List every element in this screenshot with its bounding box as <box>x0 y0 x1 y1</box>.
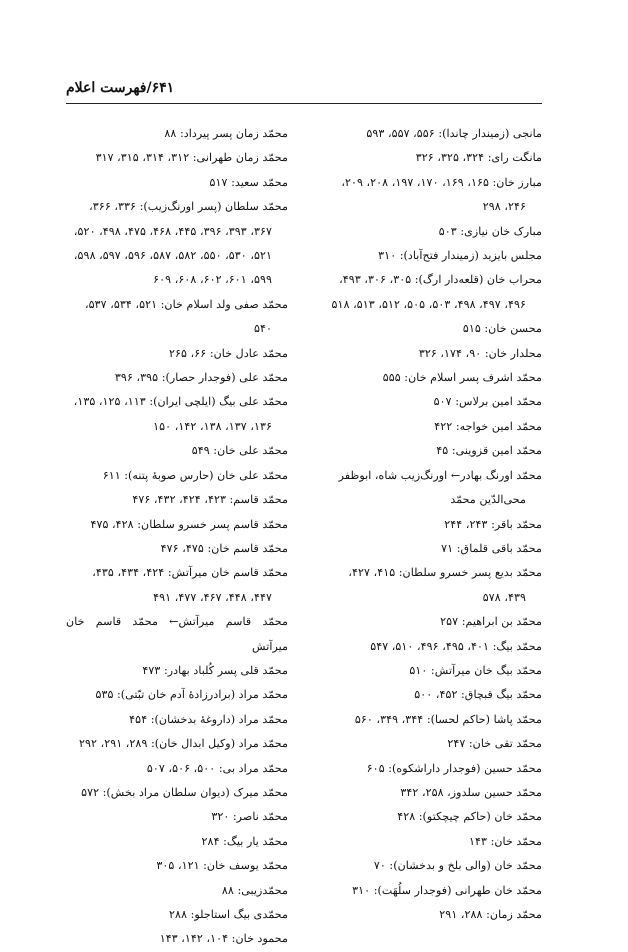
index-entry <box>320 366 542 390</box>
index-entry-continuation: ۴۳۹، ۵۷۸ <box>482 590 526 604</box>
index-entry <box>320 683 542 707</box>
index-entry-text: محمّد مراد (داروغهٔ بدخشان): ۴۵۴ <box>129 712 288 726</box>
index-entry-text: محمّد بیگ: ۴۰۱، ۴۹۵، ۴۹۶، ۵۱۰، ۵۴۷ <box>370 639 542 653</box>
index-entry <box>66 171 288 195</box>
index-entry <box>66 513 288 537</box>
index-entry <box>320 220 542 244</box>
index-entry-text: محمّد قاسم خان میرآتش: ۴۲۴، ۴۳۴، ۴۳۵، <box>92 566 288 580</box>
index-entry-text: محمّد بیگ خان میرآتش: ۵۱۰ <box>409 663 542 677</box>
index-entry-text: محمّد قاسم: ۴۲۳، ۴۲۴، ۴۳۲، ۴۷۶ <box>132 493 288 507</box>
index-entry-text: محمّدزیبی: ۸۸ <box>221 883 288 897</box>
index-entry-text: محمّد بیگ قبچاق: ۴۵۲، ۵۰۰ <box>414 688 542 702</box>
index-entry <box>66 927 288 951</box>
index-entry <box>320 537 542 561</box>
index-entry-text: محمّد زمان: ۲۸۸، ۲۹۱ <box>439 908 542 921</box>
index-entry <box>320 268 542 317</box>
index-entry-text: محمّد قاسم میرآتش← محمّد قاسم خان میرآتش <box>66 615 288 653</box>
index-entry <box>66 781 288 805</box>
index-entry <box>320 830 542 854</box>
index-entry <box>66 610 288 659</box>
index-entry <box>66 659 288 683</box>
index-entry-continuation: محی‌الدّین محمّد <box>450 493 526 507</box>
index-entry <box>320 146 542 170</box>
index-entry-text: محمّد سعید: ۵۱۷ <box>209 175 288 189</box>
index-entry-text: محلدار خان: ۹۰، ۱۷۴، ۳۲۶ <box>418 346 542 360</box>
index-entry-text: محمّد عادل خان: ۶۶، ۲۶۵ <box>169 346 288 360</box>
index-entry <box>320 635 542 659</box>
index-entry-text: محمّد امین خواجه: ۴۲۲ <box>434 419 542 433</box>
index-entry <box>320 757 542 781</box>
index-entry-text: محمّد علی (فوجدار حصار): ۳۹۵، ۳۹۶ <box>114 371 288 385</box>
index-entry <box>320 439 542 463</box>
index-entry-text: محمّدی بیگ استاجلو: ۲۸۸ <box>169 908 288 921</box>
index-entry <box>320 610 542 634</box>
index-entry-text: محمّد بن ابراهیم: ۲۵۷ <box>440 615 542 629</box>
index-entry <box>320 805 542 829</box>
index-entry <box>66 708 288 732</box>
index-entry <box>66 195 288 293</box>
index-entry <box>320 415 542 439</box>
index-entry <box>66 464 288 488</box>
index-entry <box>66 854 288 878</box>
index-entry <box>66 903 288 927</box>
index-entry <box>66 146 288 170</box>
index-entry-continuation: ۴۹۶، ۴۹۷، ۴۹۸، ۵۰۳، ۵۰۵، ۵۱۲، ۵۱۳، ۵۱۸ <box>331 297 526 311</box>
index-entry-text: محمّد علی خان (حارس صوبهٔ پتنه): ۶۱۱ <box>102 468 288 482</box>
index-entry-text: محمّد خان طهرانی (فوجدار سلُهَت): ۳۱۰ <box>352 883 542 897</box>
index-entry-text: محسن خان: ۵۱۵ <box>462 322 542 336</box>
index-entry-text: محمّد علی بیگ (ایلچی ایران): ۱۱۳، ۱۲۵، ۱۳۵، <box>73 395 288 409</box>
index-column-right <box>320 122 542 927</box>
index-entry-continuation: ۱۳۶، ۱۳۷، ۱۳۸، ۱۴۲، ۱۵۰ <box>153 419 272 433</box>
index-entry-text: محمّد صفی ولد اسلام خان: ۵۲۱، ۵۳۴، ۵۳۷، <box>85 297 288 311</box>
index-entry-text: محمّد یار بیگ: ۲۸۴ <box>201 834 288 848</box>
index-entry <box>66 439 288 463</box>
index-entry <box>66 537 288 561</box>
index-entry <box>66 561 288 610</box>
index-entry <box>66 122 288 146</box>
index-entry-text: محمّد باقی قلماق: ۷۱ <box>441 541 542 555</box>
page-header <box>66 80 542 100</box>
index-entry-text: محمّد زمان طهرانی: ۳۱۲، ۳۱۴، ۳۱۵، ۳۱۷ <box>95 151 288 165</box>
index-entry <box>320 879 542 903</box>
index-entry-text: محمّد امین برلاس: ۵۰۷ <box>433 395 542 409</box>
index-entry <box>66 390 288 439</box>
index-entry-text: محمّد اشرف پسر اسلام خان: ۵۵۵ <box>382 371 542 385</box>
index-entry <box>320 464 542 513</box>
index-entry <box>320 903 542 927</box>
index-entry-text: محمّد امین قزوینی: ۴۵ <box>436 444 542 458</box>
index-entry-text: محمّد تقی خان: ۲۴۷ <box>447 737 542 751</box>
index-entry <box>320 659 542 683</box>
index-entry-text: محمّد خان (حاکم چیچکتو): ۴۲۸ <box>397 810 542 824</box>
index-entry-text: محمّد حسین (فوجدار داراشکوه): ۶۰۵ <box>366 761 542 775</box>
index-entry <box>66 757 288 781</box>
index-entry-continuation: ۲۴۶، ۲۹۸ <box>482 200 526 214</box>
index-entry-continuation: ۴۴۷، ۴۴۸، ۴۶۷، ۴۷۷، ۴۹۱ <box>153 590 272 604</box>
index-entry <box>320 244 542 268</box>
index-entry-text: محمّد یوسف خان: ۱۲۱، ۳۰۵ <box>156 859 288 873</box>
index-entry-text: محمّد بدیع پسر خسرو سلطان: ۴۱۵، ۴۲۷، <box>348 566 542 580</box>
index-entry-text: محمّد خان (والی بلخ و بدخشان): ۷۰ <box>373 859 542 873</box>
index-entry-text: محمّد مراد (وکیل ابدال خان): ۲۸۹، ۲۹۱، ۲۹۲ <box>79 737 288 751</box>
index-entry <box>320 732 542 756</box>
index-entry-text: مبارز خان: ۱۶۵، ۱۶۹، ۱۷۰، ۱۹۷، ۲۰۸، ۲۰۹، <box>341 175 542 189</box>
index-entry-text: مجلس بایزید (زمیندار فتح‌آباد): ۳۱۰ <box>378 249 542 263</box>
index-entry-text: مانگت رای: ۳۲۴، ۳۲۵، ۳۲۶ <box>415 151 542 165</box>
index-entry-text: محمّد اورنگ بهادر← اورنگ‌زیب شاه، ابوظفر <box>338 468 542 482</box>
index-entry <box>320 513 542 537</box>
index-entry-text: محمّد حسین سلدوز، ۲۵۸، ۳۴۲ <box>400 785 542 799</box>
index-entry-text: محمود خان: ۱۰۴، ۱۴۲، ۱۴۳ <box>159 932 288 946</box>
index-entry-text: محمّد پاشا (حاکم لحسا): ۳۴۴، ۳۴۹، ۵۶۰ <box>354 712 542 726</box>
index-entry-text: محمّد میرک (دیوان سلطان مراد بخش): ۵۷۲ <box>81 785 288 799</box>
index-entry <box>66 342 288 366</box>
index-entry <box>320 342 542 366</box>
index-entry <box>320 561 542 610</box>
index-entry-continuation: ۳۶۷، ۳۹۳، ۳۹۶، ۴۴۵، ۴۶۸، ۴۷۵، ۴۹۸، ۵۲۰، <box>73 224 272 238</box>
index-entry-text: محمّد علی خان: ۵۴۹ <box>191 444 288 458</box>
index-entry <box>66 830 288 854</box>
index-entry-text: محمّد قاسم پسر خسرو سلطان: ۴۲۸، ۴۷۵ <box>90 517 288 531</box>
index-entry-text: محمّد قاسم خان: ۴۷۵، ۴۷۶ <box>160 541 288 555</box>
index-entry <box>66 366 288 390</box>
index-entry-text: محمّد خان: ۱۴۳ <box>468 834 542 848</box>
index-entry-text: محمّد قلی پسر کُلباد بهادر: ۴۷۳ <box>142 663 288 677</box>
index-entry <box>66 488 288 512</box>
index-entry-text: محراب خان (قلعه‌دار ارگ): ۳۰۵، ۳۰۶، ۴۹۳، <box>339 273 542 287</box>
index-entry <box>320 854 542 878</box>
index-entry-text: محمّد باقر: ۲۴۳، ۲۴۴ <box>444 517 542 531</box>
index-entry <box>66 879 288 903</box>
index-entry <box>320 317 542 341</box>
index-entry-continuation: ۵۹۹، ۶۰۱، ۶۰۲، ۶۰۸، ۶۰۹ <box>153 273 272 287</box>
index-entry-text: محمّد سلطان (پسر اورنگ‌زیب): ۳۳۶، ۳۶۶، <box>89 200 288 214</box>
index-entry-text: محمّد ناصر: ۳۲۰ <box>211 810 288 824</box>
index-entry-text: محمّد مراد (برادرزادهٔ آدم خان تبّتی): ۵۳۵ <box>95 688 288 702</box>
index-entry-continuation: ۵۲۱، ۵۳۰، ۵۵۰، ۵۸۲، ۵۸۷، ۵۹۶، ۵۹۷، ۵۹۸، <box>73 249 272 263</box>
index-entry <box>66 805 288 829</box>
index-entry <box>66 293 288 342</box>
page-number-title: ۶۴۱/فهرست اعلام <box>66 80 175 96</box>
index-column-left <box>66 122 288 952</box>
index-entry-text: مانجی (زمیندار چاندا): ۵۵۶، ۵۵۷، ۵۹۳ <box>366 127 542 140</box>
index-entry <box>320 708 542 732</box>
index-entry <box>66 732 288 756</box>
index-entry <box>320 171 542 220</box>
index-entry-text: محمّد زمان پسر پیرداد: ۸۸ <box>164 127 288 140</box>
index-entry <box>66 683 288 707</box>
index-entry <box>320 390 542 414</box>
index-entry <box>320 781 542 805</box>
header-rule <box>66 103 542 104</box>
index-entry <box>320 122 542 146</box>
index-entry-text: محمّد مراد بی: ۵۰۰، ۵۰۶، ۵۰۷ <box>146 761 288 775</box>
index-entry-text: مبارک خان نیازی: ۵۰۳ <box>438 224 542 238</box>
index-entry-continuation: ۵۴۰ <box>253 322 272 336</box>
